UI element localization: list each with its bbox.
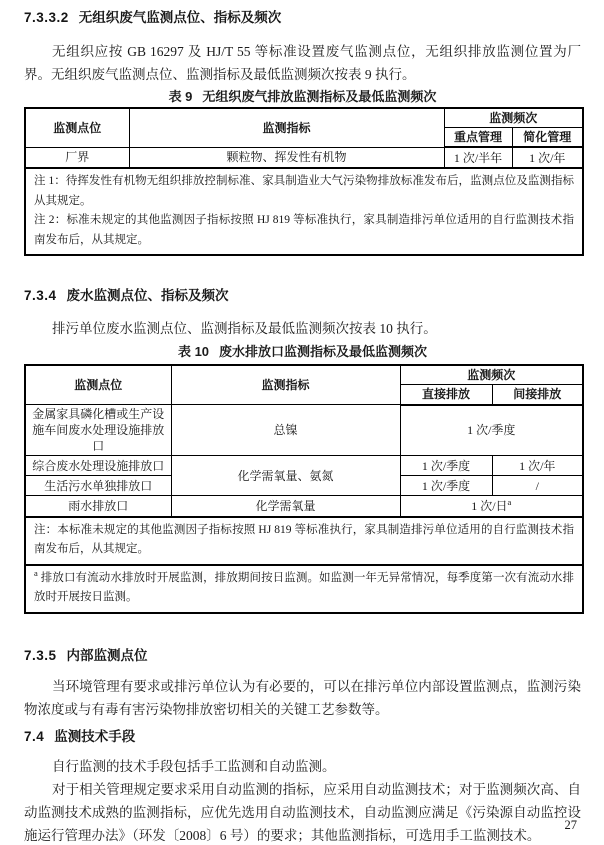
paragraph-7-3-5: 当环境管理有要求或排污单位认为有必要的，可以在排污单位内部设置监测点，监测污染物浓度或与有毒有害污染物排放密切相关的关键工艺参数等。: [24, 678, 581, 717]
paragraph-7-4-1: 自行监测的技术手段包括手工监测和自动监测。: [52, 758, 336, 774]
paragraph-7-3-3-2: 无组织应按 GB 16297 及 HJ/T 55 等标准设置废气监测点位，无组织排放监测位置为厂界。无组织废气监测点位、监测指标及最低监测频次按表 9 执行。: [24, 44, 581, 82]
table9-header-frequency: 监测频次: [444, 108, 583, 128]
table10-header-point: 监测点位: [25, 365, 171, 405]
section-title: 无组织废气监测点位、指标及频次: [78, 10, 282, 25]
section-number: 7.3.3.2: [24, 10, 69, 25]
footnote-marker: a: [34, 567, 38, 578]
section-title: 监测技术手段: [54, 728, 136, 744]
table10-cell-point: 雨水排放口: [25, 496, 171, 517]
table9: [24, 107, 584, 256]
table10: [24, 364, 584, 614]
table10-caption-title: 废水排放口监测指标及最低监测频次: [219, 344, 428, 359]
section-title: 废水监测点位、指标及频次: [66, 288, 229, 303]
table9-caption-number: 表 9: [168, 89, 193, 104]
table9-header-simplified-management: 简化管理: [512, 128, 583, 148]
table9-cell-freq-simple: 1 次/年: [512, 147, 583, 168]
table9-header-row-1: [25, 108, 583, 128]
table10-note-cell: [25, 517, 583, 565]
table9-caption: [24, 88, 581, 106]
table10-cell-freq-indirect: /: [492, 476, 583, 496]
table10-cell-freq-merged: 1 次/日$^a$: [400, 496, 583, 517]
table10-footnote-cell: [25, 565, 583, 613]
table9-caption-title: 无组织废气排放监测指标及最低监测频次: [202, 89, 437, 104]
table9-notes-row: [25, 168, 583, 255]
table9-cell-freq-key: 1 次/半年: [444, 147, 512, 168]
table10-row-rainwater-outlet: [25, 496, 583, 517]
table9-cell-indicator: 颗粒物、挥发性有机物: [129, 147, 444, 168]
section-heading-7-3-3-2: [24, 9, 581, 27]
table9-note-1: 注 1：待挥发性有机物无组织排放控制标准、家具制造业大气污染物排放标准发布后，监测点位及监测指标从其规定。: [34, 175, 575, 207]
table9-header-key-management: 重点管理: [444, 128, 512, 148]
table10-note-row: [25, 517, 583, 565]
table9-header-point: 监测点位: [25, 108, 129, 147]
table10-cell-freq-merged: 1 次/季度: [400, 405, 583, 456]
table10-header-indirect-discharge: 间接排放: [492, 385, 583, 405]
table9-row-factory-boundary: [25, 147, 583, 168]
table10-cell-indicator: 化学需氧量、氨氮: [171, 456, 400, 496]
table10-cell-point: 综合废水处理设施排放口: [25, 456, 171, 476]
table9-cell-point: 厂界: [25, 147, 129, 168]
section-heading-7-4: [24, 728, 581, 746]
page-number: 27: [564, 818, 577, 832]
table10-cell-point: 金属家具磷化槽或生产设施车间废水处理设施排放口: [25, 405, 171, 456]
footnote-marker: a: [507, 496, 512, 507]
paragraph-7-3-4: 排污单位废水监测点位、监测指标及最低监测频次按表 10 执行。: [52, 321, 437, 336]
section-heading-7-3-4: [24, 287, 581, 305]
section-number: 7.4: [24, 728, 45, 744]
section-heading-7-3-5: [24, 647, 581, 665]
table10-cell-indicator: 总镍: [171, 405, 400, 456]
table10-cell-freq-direct: 1 次/季度: [400, 456, 492, 476]
section-title: 内部监测点位: [66, 647, 148, 663]
table10-cell-freq-direct: 1 次/季度: [400, 476, 492, 496]
table10-caption-number: 表 10: [177, 344, 210, 359]
table10-row-phosphating-outlet: [25, 405, 583, 456]
table9-note-2: 注 2：标准未规定的其他监测因子指标按照 HJ 819 等标准执行，家具制造排污单位适用的自行监测技术指南发布后，从其规定。: [34, 214, 575, 246]
table10-footnote: $^a$ 排放口有流动水排放时开展监测，排放期间按日监测。如监测一年无异常情况，每季度第一次有流动水排放时开展按日监测。: [34, 567, 575, 603]
table10-cell-point: 生活污水单独排放口: [25, 476, 171, 496]
paragraph-7-4-2: 对于相关管理规定要求采用自动监测的指标，应采用自动监测技术；对于监测频次高、自动监测技术成熟的监测指标，应优先选用自动监测技术，自动监测应满足《污染源自动监控设施运行管理办法》（环发〔2008〕6 号）的要求；其他监测指标，可选用手工监测技术。: [24, 781, 581, 843]
section-number: 7.3.5: [24, 647, 57, 663]
table10-footnote-row: [25, 565, 583, 613]
table9-notes-cell: [25, 168, 583, 255]
table10-header-row-1: [25, 365, 583, 385]
table10-note: 注：本标准未规定的其他监测因子指标按照 HJ 819 等标准执行，家具制造排污单位适用的自行监测技术指南发布后，从其规定。: [34, 523, 575, 555]
table10-header-direct-discharge: 直接排放: [400, 385, 492, 405]
table10-header-frequency: 监测频次: [400, 365, 583, 385]
table10-row-combined-wastewater-outlet: [25, 456, 583, 476]
table10-caption: [24, 343, 581, 361]
table10-cell-freq-indirect: 1 次/年: [492, 456, 583, 476]
table10-header-indicator: 监测指标: [171, 365, 400, 405]
section-number: 7.3.4: [24, 288, 57, 303]
table9-header-indicator: 监测指标: [129, 108, 444, 147]
table10-cell-indicator: 化学需氧量: [171, 496, 400, 517]
